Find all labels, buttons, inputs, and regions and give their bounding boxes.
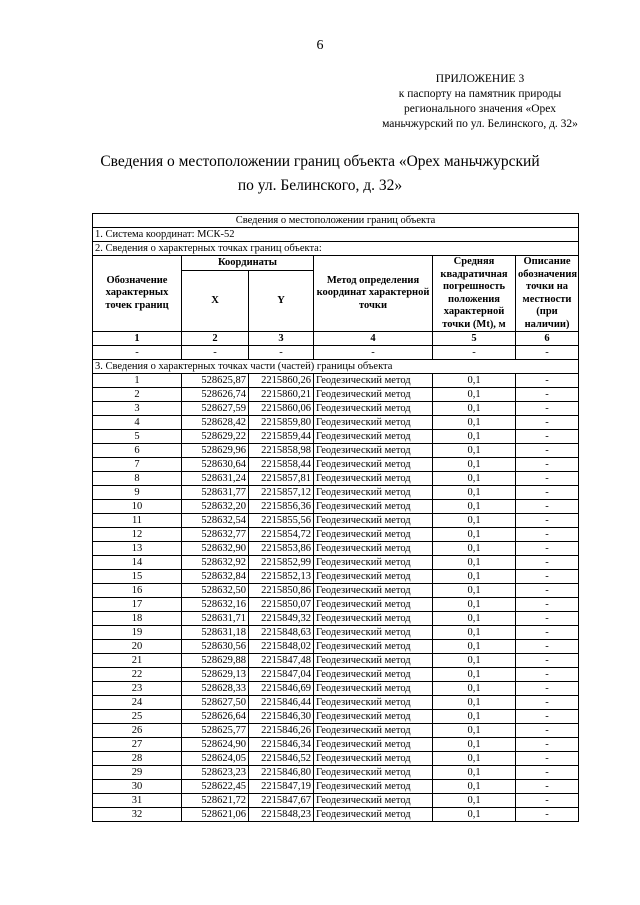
method-cell: Геодезический метод (314, 598, 433, 612)
header-description: Описание обозначения точки на местности (при наличии) (516, 256, 579, 332)
method-cell: Геодезический метод (314, 724, 433, 738)
accuracy-cell: 0,1 (433, 612, 516, 626)
section-characteristic-points: 2. Сведения о характерных точках границ объекта: (93, 242, 579, 256)
coord-y: 2215857,12 (249, 486, 314, 500)
description-cell: - (516, 444, 579, 458)
table-row (93, 500, 579, 514)
description-cell: - (516, 584, 579, 598)
table-caption: Сведения о местоположении границ объекта (93, 214, 579, 228)
point-number: 28 (93, 752, 182, 766)
coord-y: 2215858,98 (249, 444, 314, 458)
description-cell: - (516, 654, 579, 668)
table-row (93, 570, 579, 584)
description-cell: - (516, 724, 579, 738)
method-cell: Геодезический метод (314, 528, 433, 542)
method-cell: Геодезический метод (314, 752, 433, 766)
table-row (93, 640, 579, 654)
coord-x: 528631,77 (182, 486, 249, 500)
accuracy-cell: 0,1 (433, 584, 516, 598)
accuracy-cell: 0,1 (433, 626, 516, 640)
coord-y: 2215846,26 (249, 724, 314, 738)
coord-y: 2215850,86 (249, 584, 314, 598)
point-number: 21 (93, 654, 182, 668)
point-number: 7 (93, 458, 182, 472)
description-cell: - (516, 416, 579, 430)
table-row (93, 458, 579, 472)
method-cell: Геодезический метод (314, 738, 433, 752)
header-points: Обозначение характерных точек границ (93, 256, 182, 332)
point-number: 23 (93, 682, 182, 696)
dash-cell: - (433, 346, 516, 360)
accuracy-cell: 0,1 (433, 794, 516, 808)
coord-y: 2215860,06 (249, 402, 314, 416)
appendix-line: к паспорту на памятник природы (398, 88, 562, 100)
method-cell: Геодезический метод (314, 654, 433, 668)
coord-x: 528625,77 (182, 724, 249, 738)
column-number: 6 (516, 332, 579, 346)
method-cell: Геодезический метод (314, 472, 433, 486)
accuracy-cell: 0,1 (433, 682, 516, 696)
coord-y: 2215846,52 (249, 752, 314, 766)
coord-y: 2215859,80 (249, 416, 314, 430)
table-row (93, 542, 579, 556)
table-row (93, 556, 579, 570)
dash-cell: - (249, 346, 314, 360)
table-row (93, 486, 579, 500)
table-row (93, 668, 579, 682)
coord-x: 528629,13 (182, 668, 249, 682)
coord-x: 528632,54 (182, 514, 249, 528)
method-cell: Геодезический метод (314, 402, 433, 416)
accuracy-cell: 0,1 (433, 528, 516, 542)
description-cell: - (516, 430, 579, 444)
header-method: Метод определения координат характерной точки (314, 256, 433, 332)
description-cell: - (516, 682, 579, 696)
description-cell: - (516, 766, 579, 780)
accuracy-cell: 0,1 (433, 416, 516, 430)
coord-y: 2215846,69 (249, 682, 314, 696)
accuracy-cell: 0,1 (433, 598, 516, 612)
point-number: 11 (93, 514, 182, 528)
method-cell: Геодезический метод (314, 514, 433, 528)
point-number: 19 (93, 626, 182, 640)
point-number: 32 (93, 808, 182, 822)
table-row (93, 794, 579, 808)
method-cell: Геодезический метод (314, 766, 433, 780)
description-cell: - (516, 388, 579, 402)
coord-y: 2215847,19 (249, 780, 314, 794)
method-cell: Геодезический метод (314, 556, 433, 570)
coord-y: 2215847,48 (249, 654, 314, 668)
point-number: 16 (93, 584, 182, 598)
point-number: 12 (93, 528, 182, 542)
coord-x: 528624,90 (182, 738, 249, 752)
coord-x: 528631,71 (182, 612, 249, 626)
description-cell: - (516, 458, 579, 472)
accuracy-cell: 0,1 (433, 640, 516, 654)
accuracy-cell: 0,1 (433, 430, 516, 444)
description-cell: - (516, 528, 579, 542)
coord-y: 2215853,86 (249, 542, 314, 556)
accuracy-cell: 0,1 (433, 486, 516, 500)
coord-y: 2215860,26 (249, 374, 314, 388)
section-coordinate-system: 1. Система координат: МСК-52 (93, 228, 579, 242)
method-cell: Геодезический метод (314, 682, 433, 696)
method-cell: Геодезический метод (314, 808, 433, 822)
description-cell: - (516, 542, 579, 556)
coord-y: 2215852,13 (249, 570, 314, 584)
description-cell: - (516, 668, 579, 682)
table-row (93, 374, 579, 388)
accuracy-cell: 0,1 (433, 696, 516, 710)
point-number: 22 (93, 668, 182, 682)
description-cell: - (516, 794, 579, 808)
coord-y: 2215850,07 (249, 598, 314, 612)
coord-y: 2215846,44 (249, 696, 314, 710)
method-cell: Геодезический метод (314, 486, 433, 500)
table-row (93, 402, 579, 416)
coord-x: 528623,23 (182, 766, 249, 780)
table-row (93, 584, 579, 598)
coord-x: 528626,74 (182, 388, 249, 402)
description-cell: - (516, 500, 579, 514)
coord-x: 528624,05 (182, 752, 249, 766)
point-number: 18 (93, 612, 182, 626)
table-row (93, 416, 579, 430)
coord-y: 2215857,81 (249, 472, 314, 486)
coord-x: 528632,90 (182, 542, 249, 556)
description-cell: - (516, 738, 579, 752)
point-number: 14 (93, 556, 182, 570)
accuracy-cell: 0,1 (433, 570, 516, 584)
header-x: X (182, 271, 249, 332)
table-row (93, 430, 579, 444)
accuracy-cell: 0,1 (433, 472, 516, 486)
accuracy-cell: 0,1 (433, 654, 516, 668)
table-row (93, 724, 579, 738)
point-number: 1 (93, 374, 182, 388)
coord-y: 2215848,63 (249, 626, 314, 640)
point-number: 8 (93, 472, 182, 486)
method-cell: Геодезический метод (314, 668, 433, 682)
point-number: 30 (93, 780, 182, 794)
table-row (93, 514, 579, 528)
dash-cell: - (516, 346, 579, 360)
point-number: 25 (93, 710, 182, 724)
description-cell: - (516, 514, 579, 528)
method-cell: Геодезический метод (314, 570, 433, 584)
accuracy-cell: 0,1 (433, 542, 516, 556)
appendix-line: ПРИЛОЖЕНИЕ 3 (435, 73, 525, 85)
coord-y: 2215846,30 (249, 710, 314, 724)
coord-y: 2215846,80 (249, 766, 314, 780)
coord-x: 528628,33 (182, 682, 249, 696)
description-cell: - (516, 710, 579, 724)
accuracy-cell: 0,1 (433, 752, 516, 766)
method-cell: Геодезический метод (314, 500, 433, 514)
description-cell: - (516, 752, 579, 766)
dash-cell: - (93, 346, 182, 360)
point-number: 10 (93, 500, 182, 514)
accuracy-cell: 0,1 (433, 780, 516, 794)
description-cell: - (516, 598, 579, 612)
coord-x: 528632,77 (182, 528, 249, 542)
table-row (93, 808, 579, 822)
coord-x: 528631,18 (182, 626, 249, 640)
method-cell: Геодезический метод (314, 780, 433, 794)
coord-x: 528629,88 (182, 654, 249, 668)
description-cell: - (516, 486, 579, 500)
coord-y: 2215856,36 (249, 500, 314, 514)
dash-cell: - (314, 346, 433, 360)
point-number: 29 (93, 766, 182, 780)
method-cell: Геодезический метод (314, 458, 433, 472)
coord-x: 528632,16 (182, 598, 249, 612)
coord-y: 2215852,99 (249, 556, 314, 570)
point-number: 9 (93, 486, 182, 500)
coord-y: 2215854,72 (249, 528, 314, 542)
coord-y: 2215858,44 (249, 458, 314, 472)
boundary-table (92, 213, 579, 822)
table-row (93, 388, 579, 402)
coord-y: 2215848,02 (249, 640, 314, 654)
method-cell: Геодезический метод (314, 612, 433, 626)
accuracy-cell: 0,1 (433, 738, 516, 752)
table-row (93, 696, 579, 710)
method-cell: Геодезический метод (314, 584, 433, 598)
table-row (93, 654, 579, 668)
description-cell: - (516, 570, 579, 584)
column-number: 1 (93, 332, 182, 346)
accuracy-cell: 0,1 (433, 710, 516, 724)
description-cell: - (516, 696, 579, 710)
point-number: 5 (93, 430, 182, 444)
table-row (93, 738, 579, 752)
point-number: 6 (93, 444, 182, 458)
coord-x: 528630,64 (182, 458, 249, 472)
coord-x: 528626,64 (182, 710, 249, 724)
table-row (93, 780, 579, 794)
accuracy-cell: 0,1 (433, 514, 516, 528)
coord-x: 528632,84 (182, 570, 249, 584)
accuracy-cell: 0,1 (433, 402, 516, 416)
description-cell: - (516, 780, 579, 794)
description-cell: - (516, 374, 579, 388)
accuracy-cell: 0,1 (433, 444, 516, 458)
coord-x: 528629,96 (182, 444, 249, 458)
point-number: 31 (93, 794, 182, 808)
table-row (93, 472, 579, 486)
header-accuracy: Средняя квадратичная погрешность положения характерной точки (Mt), м (433, 256, 516, 332)
method-cell: Геодезический метод (314, 416, 433, 430)
column-number: 3 (249, 332, 314, 346)
table-row (93, 626, 579, 640)
point-number: 17 (93, 598, 182, 612)
coord-x: 528632,20 (182, 500, 249, 514)
accuracy-cell: 0,1 (433, 556, 516, 570)
coord-x: 528630,56 (182, 640, 249, 654)
column-number: 4 (314, 332, 433, 346)
point-number: 2 (93, 388, 182, 402)
column-number: 5 (433, 332, 516, 346)
appendix-line: маньчжурский по ул. Белинского, д. 32» (382, 118, 578, 130)
accuracy-cell: 0,1 (433, 766, 516, 780)
method-cell: Геодезический метод (314, 444, 433, 458)
coord-x: 528625,87 (182, 374, 249, 388)
description-cell: - (516, 808, 579, 822)
column-number: 2 (182, 332, 249, 346)
title-line: Сведения о местоположении границ объекта «Орех маньчжурский (100, 153, 540, 170)
method-cell: Геодезический метод (314, 626, 433, 640)
coord-y: 2215860,21 (249, 388, 314, 402)
description-cell: - (516, 402, 579, 416)
section-part-points: 3. Сведения о характерных точках части (частей) границы объекта (93, 360, 579, 374)
method-cell: Геодезический метод (314, 696, 433, 710)
description-cell: - (516, 556, 579, 570)
accuracy-cell: 0,1 (433, 500, 516, 514)
coord-y: 2215855,56 (249, 514, 314, 528)
accuracy-cell: 0,1 (433, 724, 516, 738)
table-row (93, 766, 579, 780)
dash-cell: - (182, 346, 249, 360)
coord-x: 528628,42 (182, 416, 249, 430)
coord-y: 2215847,04 (249, 668, 314, 682)
point-number: 3 (93, 402, 182, 416)
point-number: 20 (93, 640, 182, 654)
coord-y: 2215848,23 (249, 808, 314, 822)
accuracy-cell: 0,1 (433, 808, 516, 822)
accuracy-cell: 0,1 (433, 668, 516, 682)
coord-x: 528621,72 (182, 794, 249, 808)
coord-y: 2215846,34 (249, 738, 314, 752)
header-y: Y (249, 271, 314, 332)
title-line: по ул. Белинского, д. 32» (237, 177, 403, 194)
page-number: 6 (316, 38, 324, 53)
method-cell: Геодезический метод (314, 794, 433, 808)
coord-x: 528632,92 (182, 556, 249, 570)
document-title (60, 150, 580, 198)
point-number: 24 (93, 696, 182, 710)
method-cell: Геодезический метод (314, 542, 433, 556)
point-number: 26 (93, 724, 182, 738)
coord-x: 528632,50 (182, 584, 249, 598)
accuracy-cell: 0,1 (433, 388, 516, 402)
coord-y: 2215849,32 (249, 612, 314, 626)
method-cell: Геодезический метод (314, 430, 433, 444)
description-cell: - (516, 640, 579, 654)
table-row (93, 598, 579, 612)
table-row (93, 612, 579, 626)
method-cell: Геодезический метод (314, 388, 433, 402)
coord-x: 528629,22 (182, 430, 249, 444)
table-row (93, 528, 579, 542)
method-cell: Геодезический метод (314, 710, 433, 724)
coord-y: 2215859,44 (249, 430, 314, 444)
method-cell: Геодезический метод (314, 640, 433, 654)
coord-x: 528627,50 (182, 696, 249, 710)
coord-x: 528622,45 (182, 780, 249, 794)
point-number: 15 (93, 570, 182, 584)
description-cell: - (516, 472, 579, 486)
table-row (93, 710, 579, 724)
point-number: 13 (93, 542, 182, 556)
accuracy-cell: 0,1 (433, 458, 516, 472)
table-row (93, 752, 579, 766)
point-number: 27 (93, 738, 182, 752)
appendix-heading (360, 72, 600, 132)
coord-x: 528621,06 (182, 808, 249, 822)
appendix-line: регионального значения «Орех (404, 103, 556, 115)
description-cell: - (516, 626, 579, 640)
coord-x: 528631,24 (182, 472, 249, 486)
description-cell: - (516, 612, 579, 626)
method-cell: Геодезический метод (314, 374, 433, 388)
coord-y: 2215847,67 (249, 794, 314, 808)
accuracy-cell: 0,1 (433, 374, 516, 388)
point-number: 4 (93, 416, 182, 430)
coord-x: 528627,59 (182, 402, 249, 416)
table-row (93, 682, 579, 696)
table-row (93, 444, 579, 458)
header-coordinates: Координаты (182, 256, 314, 271)
